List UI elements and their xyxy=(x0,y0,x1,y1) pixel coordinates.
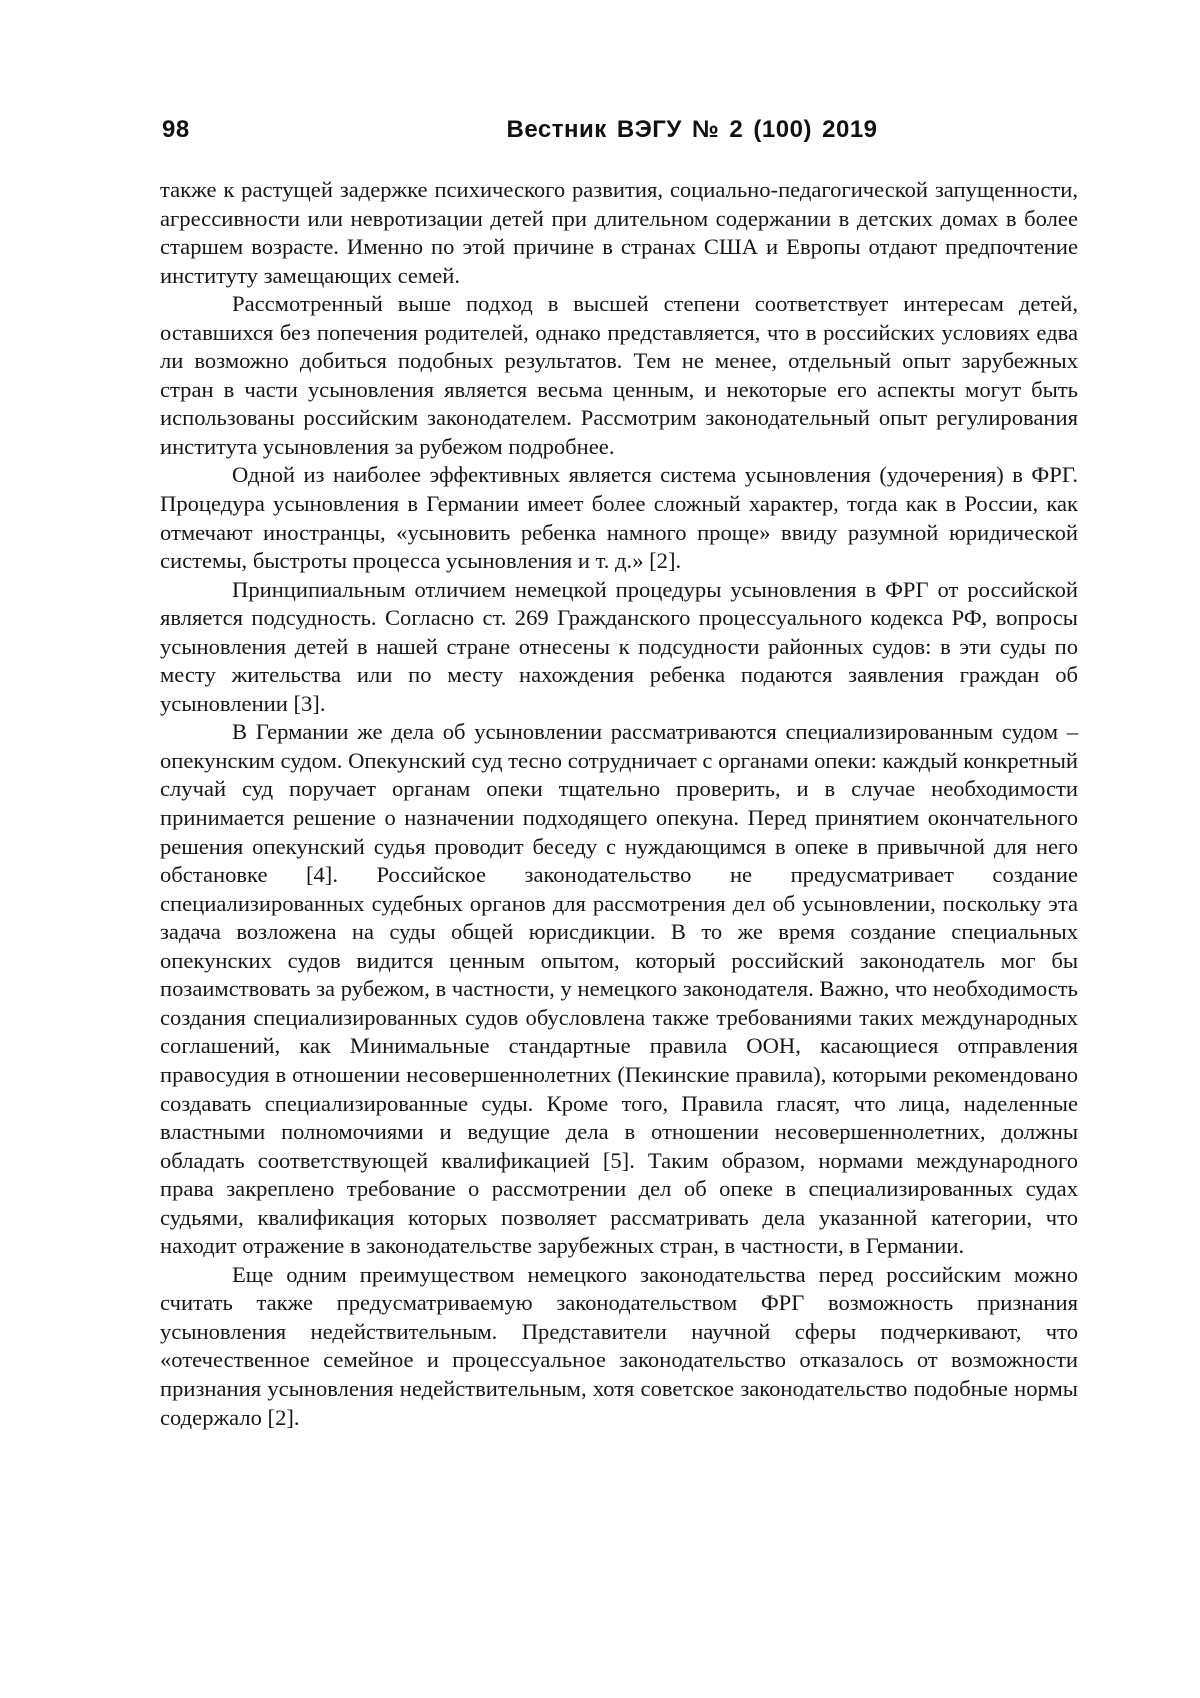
paragraph: В Германии же дела об усыновлении рассматриваются специализированным судом – опекунским судом. Опекунский суд тесно сотрудничает с органами опеки: каждый конкретный случай суд поручает органам опеки тщательно проверить, и в случае необходимости принимается решение о назначении подходящего опекуна. Перед принятием окончательного решения опекунский судья проводит беседу с нуждающимся в опеке в привычной для него обстановке [4]. Российское законодательство не предусматривает создание специализированных судебных органов для рассмотрения дел об усыновлении, поскольку эта задача возложена на суды общей юрисдикции. В то же время создание специальных опекунских судов видится ценным опытом, который российский законодатель мог бы позаимствовать за рубежом, в частности, у немецкого законодателя. Важно, что необходимость создания специализированных судов обусловлена также требованиями таких международных соглашений, как Минимальные стандартные правила ООН, касающиеся отправления правосудия в отношении несовершеннолетних (Пекинские правила), которыми рекомендовано создавать специализированные суды. Кроме того, Правила гласят, что лица, наделенные властными полномочиями и ведущие дела в отношении несовершеннолетних, должны обладать соответствующей квалификацией [5]. Таким образом, нормами международного права закреплено требование о рассмотрении дел об опеке в специализированных судах судьями, квалификация которых позволяет рассматривать дела указанной категории, что находит отражение в законодательстве зарубежных стран, в частности, в Германии. xyxy=(160,719,1078,1259)
running-header xyxy=(162,116,1078,156)
journal-title: Вестник ВЭГУ № 2 (100) 2019 xyxy=(506,116,878,143)
paragraph-continuation: также к растущей задержке психического развития, социально-педагогической запущенности, агрессивности или невротизации детей при длительном содержании в детских домах в более старшем возрасте. Именно по этой причине в странах США и Европы отдают предпочтение институту замещающих семей. xyxy=(160,177,1078,288)
page-number: 98 xyxy=(162,116,190,143)
paragraph: Принципиальным отличием немецкой процедуры усыновления в ФРГ от российской является подсудность. Согласно ст. 269 Гражданского процессуального кодекса РФ, вопросы усыновления детей в нашей стране отнесены к подсудности районных судов: в эти суды по месту жительства или по месту нахождения ребенка подаются заявления граждан об усыновлении [3]. xyxy=(160,576,1078,716)
article-body xyxy=(160,176,1078,1432)
paragraph: Еще одним преимуществом немецкого законодательства перед российским можно считать также предусматриваемую законодательством ФРГ возможность признания усыновления недействительным. Представители научной сферы подчеркивают, что «отечественное семейное и процессуальное законодательство отказалось от возможности признания усыновления недействительным, хотя советское законодательство подобные нормы содержало [2]. xyxy=(160,1261,1078,1430)
paragraph: Рассмотренный выше подход в высшей степени соответствует интересам детей, оставшихся без попечения родителей, однако представляется, что в российских условиях едва ли возможно добиться подобных результатов. Тем не менее, отдельный опыт зарубежных стран в части усыновления является весьма ценным, и некоторые его аспекты могут быть использованы российским законодателем. Рассмотрим законодательный опыт регулирования института усыновления за рубежом подробнее. xyxy=(160,291,1078,459)
paragraph: Одной из наиболее эффективных является система усыновления (удочерения) в ФРГ. Процедура усыновления в Германии имеет более сложный характер, тогда как в России, как отмечают иностранцы, «усыновить ребенка намного проще» ввиду разумной юридической системы, быстроты процесса усыновления и т. д.» [2]. xyxy=(160,462,1078,574)
